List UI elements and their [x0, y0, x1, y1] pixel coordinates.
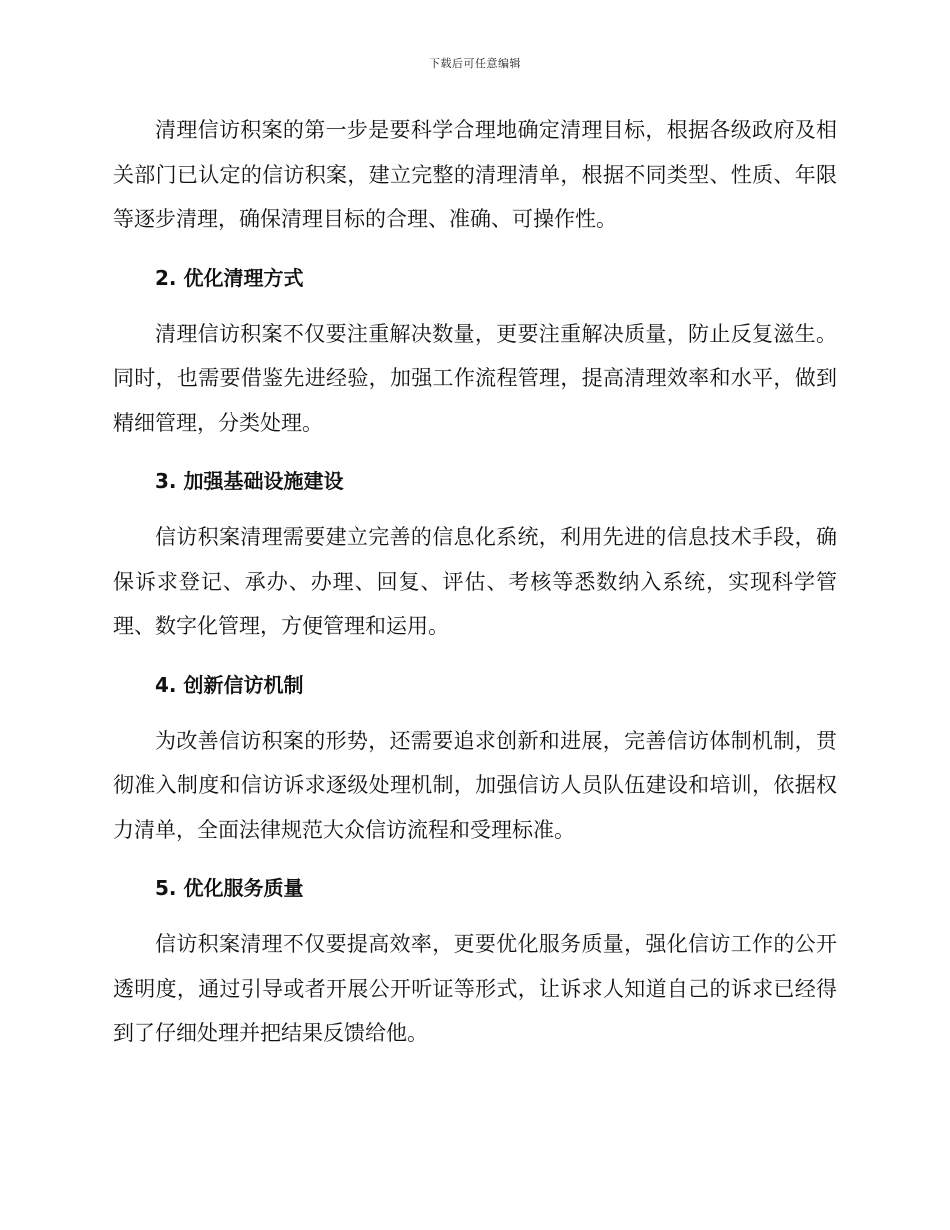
- paragraph-service-quality: 信访积案清理不仅要提高效率，更要优化服务质量，强化信访工作的公开透明度，通过引导或者开展公开听证等形式，让诉求人知道自己的诉求已经得到了仔细处理并把结果反馈给他。: [113, 932, 837, 1045]
- heading-optimize-method: 2. 优化清理方式: [155, 265, 304, 290]
- paragraph-infrastructure: 信访积案清理需要建立完善的信息化系统，利用先进的信息技术手段，确保诉求登记、承办、办理、回复、评估、考核等悉数纳入系统，实现科学管理、数字化管理，方便管理和运用。: [113, 525, 837, 638]
- paragraph-innovation-mechanism: 为改善信访积案的形势，还需要追求创新和进展，完善信访体制机制，贯彻准入制度和信访诉求逐级处理机制，加强信访人员队伍建设和培训，依据权力清单，全面法律规范大众信访流程和受理标准。: [113, 728, 837, 842]
- page-header: 下载后可任意编辑: [429, 57, 521, 70]
- paragraph-optimize-method: 清理信访积案不仅要注重解决数量，更要注重解决质量，防止反复滋生。同时，也需要借鉴先进经验，加强工作流程管理，提高清理效率和水平，做到精细管理，分类处理。: [113, 321, 837, 435]
- heading-innovation-mechanism: 4. 创新信访机制: [155, 672, 304, 697]
- heading-service-quality: 5. 优化服务质量: [155, 876, 304, 900]
- document-body: [113, 108, 837, 1070]
- paragraph-clear-target: 清理信访积案的第一步是要科学合理地确定清理目标，根据各级政府及相关部门已认定的信访积案，建立完整的清理清单，根据不同类型、性质、年限等逐步清理，确保清理目标的合理、准确、可操作性。: [113, 118, 837, 231]
- heading-infrastructure: 3. 加强基础设施建设: [155, 469, 344, 493]
